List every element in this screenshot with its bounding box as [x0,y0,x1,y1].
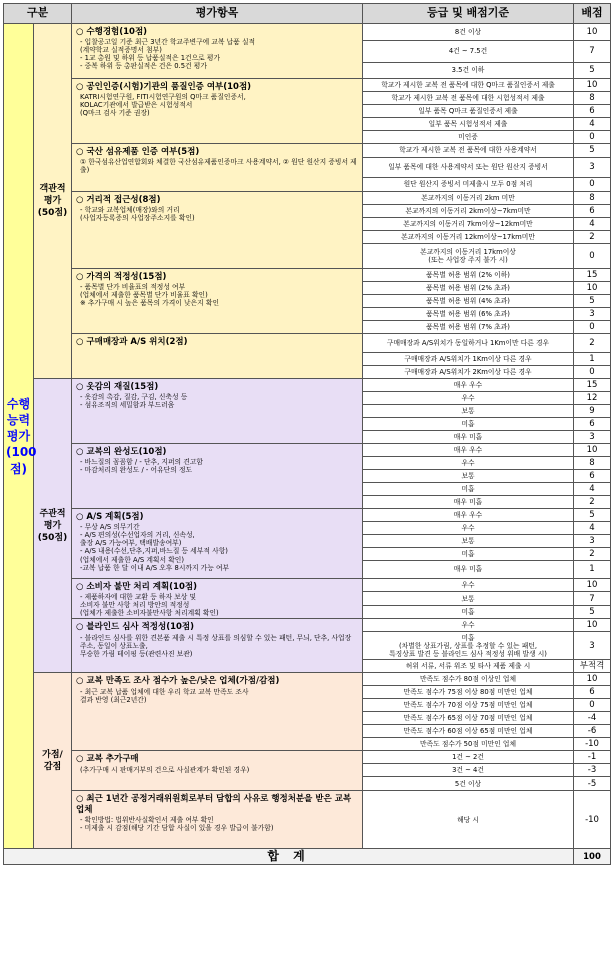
points-cell: 6 [574,205,611,218]
points-cell: 7 [574,592,611,605]
criteria-cell: 우수 [363,457,574,470]
subjective-category-label: 주관적 평가 (50점) [34,379,72,673]
item-description: - 옷감의 촉감, 질감, 구김, 신축성 등 - 섬유조직의 세밀함과 부드러움 [80,393,188,410]
table-row [4,269,611,282]
criteria-cell: 보통 [363,405,574,418]
points-cell: 부적격 [574,660,611,673]
points-cell: 8 [574,92,611,105]
points-cell: 10 [574,24,611,41]
criteria-cell: 품목별 허용 범위 (6% 초과) [363,308,574,321]
points-cell: 6 [574,105,611,118]
points-cell: -1 [574,751,611,764]
points-cell: 0 [574,699,611,712]
points-cell: -4 [574,712,611,725]
points-cell: -3 [574,764,611,777]
criteria-cell: 만족도 점수가 60점 이상 65점 미만인 업체 [363,725,574,738]
criteria-cell: 허위 서류, 서류 위조 및 타사 제품 제출 시 [363,660,574,673]
total-label: 합 계 [4,849,574,864]
points-cell: 10 [574,619,611,632]
points-cell: 6 [574,470,611,483]
item-description: - 제품하자에 대한 교환 등 하자 보상 및 소비자 불만 사항 처리 방안의 적정성 (업체가 제출한 소비자불만사항 처리계획 확인) [80,593,219,618]
points-cell: 3 [574,535,611,548]
criteria-cell: 본교까지의 이동거리 7km이상~12km미만 [363,218,574,231]
points-cell: 8 [574,457,611,470]
table-row [4,444,611,457]
criteria-cell: 만족도 점수가 75점 이상 80점 미만인 업체 [363,686,574,699]
points-cell: 15 [574,379,611,392]
points-cell: 7 [574,41,611,63]
evaluation-item [72,334,363,379]
criteria-cell: 일부 품목에 대한 사용계약서 또는 원단 원산지 증빙서 [363,158,574,178]
points-cell: 10 [574,79,611,92]
points-cell: 2 [574,496,611,509]
header-points: 배점 [574,4,611,24]
criteria-cell: 일부 품목 시험성적서 제출 [363,118,574,131]
evaluation-item [72,751,363,791]
criteria-cell: 구매매장과 A/S위치가 1Km이상 다른 경우 [363,353,574,366]
item-description: - 바느질의 꼼꼼함 / - 단추, 지퍼의 견고함 - 마감처리의 완성도 / - 어유단의 정도 [80,458,203,475]
item-title: ○ 최근 1년간 공정거래위원회로부터 담합의 사유로 행정처분을 받은 교복업체 [76,794,352,815]
item-description: - 입찰공고일 기준 최근 3년간 학교주변구에 교복 납품 실적 (계약학교 실적증명서 첨부) - 1교 총원 및 하위 등 납품실적은 1건으로 평가 - 중복 하위 등 총판실적은 건은 0.5건 평가 [80,38,256,71]
points-cell: 4 [574,118,611,131]
item-title: ○ 교복 추가구매 [76,754,139,765]
evaluation-item [72,269,363,334]
points-cell: 4 [574,218,611,231]
points-cell: 0 [574,321,611,334]
points-cell: 6 [574,686,611,699]
table-row [4,751,611,764]
evaluation-item [72,673,363,751]
points-cell: -10 [574,791,611,849]
criteria-cell: 학교가 제시한 교복 전 품목에 대한 사용계약서 [363,144,574,158]
points-cell: 3 [574,632,611,660]
points-cell: 5 [574,509,611,522]
evaluation-item [72,509,363,579]
criteria-cell: 일부 품목 Q마크 품질인증서 제출 [363,105,574,118]
points-cell: 0 [574,178,611,192]
main-category-label: 수행 능력 평가 (100 점) [4,24,34,849]
table-row [4,579,611,592]
points-cell: 5 [574,295,611,308]
points-cell: 2 [574,231,611,244]
criteria-cell: 1건 ~ 2건 [363,751,574,764]
criteria-cell: 매우 우수 [363,444,574,457]
points-cell: 10 [574,579,611,592]
criteria-cell: 미흡 [363,418,574,431]
item-title: ○ 가격의 적정성(15점) [76,272,167,282]
criteria-cell: 매우 미흡 [363,496,574,509]
item-title: ○ 수행경험(10점) [76,27,148,37]
criteria-cell: 본교까지의 이동거리 2km이상~7km미만 [363,205,574,218]
criteria-cell: 만족도 점수가 65점 이상 70점 미만인 업체 [363,712,574,725]
points-cell: 10 [574,673,611,686]
item-title: ○ 소비자 불만 처리 계획(10점) [76,582,197,592]
item-description: - 확인방법: 법위반사실확인서 제출 여부 확인 - 미제출 시 감점(해당 기간 담합 사실이 있을 경우 발급이 불가함) [80,815,274,832]
evaluation-item [72,791,363,849]
criteria-cell: 본교까지의 이동거리 17km이상 (또는 사업장 주지 불가 시) [363,244,574,269]
evaluation-item [72,79,363,144]
evaluation-item [72,379,363,444]
criteria-cell: 우수 [363,619,574,632]
points-cell: 4 [574,522,611,535]
total-value: 100 [574,849,611,864]
criteria-cell: 우수 [363,392,574,405]
item-description: ① 한국섬유산업연합회와 체결한 국산섬유제품인증마크 사용계약서, ② 원단 원산지 증빙서 제출) [80,158,357,175]
table-row [4,791,611,849]
penalty-category-label: 가점/ 감점 [34,673,72,849]
points-cell: 5 [574,63,611,79]
criteria-cell: 3건 ~ 4건 [363,764,574,777]
criteria-cell: 미인증 [363,131,574,144]
points-cell: 5 [574,144,611,158]
points-cell: 1 [574,353,611,366]
criteria-cell: 품목별 허용 범위 (7% 초과) [363,321,574,334]
points-cell: 10 [574,444,611,457]
points-cell: 3 [574,158,611,178]
criteria-cell: 구매매장과 A/S위치가 2Km이상 다른 경우 [363,366,574,379]
points-cell: -5 [574,777,611,791]
item-title: ○ 블라인드 심사 적정성(10점) [76,622,195,633]
criteria-cell: 해당 시 [363,791,574,849]
header-evaluation-items: 평가항목 [72,4,363,24]
evaluation-item [72,444,363,509]
item-description: (추가구매 시 판매거부의 건으로 사실관계가 확인된 경우) [80,765,250,774]
criteria-cell: 본교까지의 이동거리 2km 미만 [363,192,574,205]
criteria-cell: 3.5건 이하 [363,63,574,79]
item-title: ○ 교복의 완성도(10점) [76,447,167,457]
criteria-cell: 4건 ~ 7.5건 [363,41,574,63]
criteria-cell: 구매매장과 A/S위치가 동일하거나 1Km이만 다른 경우 [363,334,574,353]
table-row [4,619,611,632]
item-description: - 무상 A/S 의무기간 - A/S 편의성(수선업자의 거리, 신속성, 출장 A/S 가능여부, 택배발송여부) - A/S 내용(수선,단추,지퍼,바느질 등 세부적 사항) (업체에서 제출한 A/S 계획서 확인) -교복 납품 한 달 이내 A/S 오후 8시까지 가능 여부 [80,523,230,572]
criteria-cell: 매우 우수 [363,379,574,392]
evaluation-item [72,24,363,79]
points-cell: 6 [574,418,611,431]
criteria-cell: 원단 원산지 증빙서 미제출시 모두 0점 처리 [363,178,574,192]
table-row [4,673,611,686]
table-row [4,144,611,158]
points-cell: -6 [574,725,611,738]
points-cell: 0 [574,366,611,379]
points-cell: 3 [574,431,611,444]
item-description: - 품목별 단가 비율표의 적정성 여부 (업체에서 제출한 품목별 단가 비율표 확인) ※ 추가구매 시 높은 품목의 가격이 낮은지 확인 [80,283,220,308]
evaluation-table [3,3,611,865]
header-criteria: 등급 및 배점기준 [363,4,574,24]
total-row [4,849,611,864]
item-description: - 학교와 교복업체(매장)와의 거리 (사업자등록증의 사업장주소지를 확인) [80,206,195,223]
item-title: ○ 구매매장과 A/S 위치(2점) [76,337,188,347]
criteria-cell: 학교가 제시한 교복 전 품목에 대한 시험성적서 제출 [363,92,574,105]
criteria-cell: 매우 미흡 [363,431,574,444]
criteria-cell: 본교까지의 이동거리 12km이상~17km미만 [363,231,574,244]
criteria-cell: 미흡 (차별한 상표가림, 상표를 추정할 수 있는 패턴, 특징상표 발견 등 블라인드 심사 적정성 위배 발생 시) [363,632,574,660]
points-cell: 5 [574,605,611,619]
points-cell: -10 [574,738,611,751]
table-row [4,379,611,392]
points-cell: 10 [574,282,611,295]
criteria-cell: 미흡 [363,483,574,496]
points-cell: 2 [574,548,611,561]
objective-category-label: 객관적 평가 (50점) [34,24,72,379]
points-cell: 2 [574,334,611,353]
criteria-cell: 보통 [363,470,574,483]
criteria-cell: 만족도 점수가 50점 미만인 업체 [363,738,574,751]
points-cell: 4 [574,483,611,496]
criteria-cell: 품목별 허용 범위 (4% 초과) [363,295,574,308]
criteria-cell: 우수 [363,522,574,535]
header-category: 구분 [4,4,72,24]
evaluation-item [72,144,363,192]
criteria-cell: 학교가 제시한 교복 전 품목에 대한 Q마크 품질인증서 제출 [363,79,574,92]
points-cell: 15 [574,269,611,282]
evaluation-item [72,192,363,269]
points-cell: 3 [574,308,611,321]
item-title: ○ 거리적 접근성(8점) [76,195,161,205]
evaluation-item [72,619,363,673]
criteria-cell: 미흡 [363,605,574,619]
item-title: ○ 공인인증(시험)기관의 품질인증 여부(10점) [76,82,252,92]
criteria-cell: 5건 이상 [363,777,574,791]
points-cell: 1 [574,561,611,579]
points-cell: 0 [574,131,611,144]
table-row [4,79,611,92]
item-description: - 최근 교복 납품 업체에 대한 우리 학교 교복 만족도 조사 결과 반영 (최근2년간) [80,687,249,704]
criteria-cell: 보통 [363,592,574,605]
criteria-cell: 보통 [363,535,574,548]
criteria-cell: 만족도 점수가 80점 이상인 업체 [363,673,574,686]
points-cell: 8 [574,192,611,205]
item-title: ○ 교복 만족도 조사 점수가 높은/낮은 업체(가점/감점) [76,676,280,687]
table-row [4,334,611,353]
table-row [4,509,611,522]
item-description: KATRI시험연구원, FITI시험연구원의 Q마크 품질인증서, KOLAC기관에서 발급받은 시험성적서 (Q마크 검사 기준 권장) [80,93,246,118]
item-title: ○ 국산 섬유제품 인증 여부(5점) [76,147,200,157]
table-header-row [4,4,611,24]
criteria-cell: 매우 우수 [363,509,574,522]
item-title: ○ 옷감의 재질(15점) [76,382,159,392]
criteria-cell: 미흡 [363,548,574,561]
item-title: ○ A/S 계획(5점) [76,512,144,522]
criteria-cell: 매우 미흡 [363,561,574,579]
criteria-cell: 만족도 점수가 70점 이상 75점 미만인 업체 [363,699,574,712]
item-description: - 블라인드 심사를 위한 견본품 제출 시 특정 상표를 의심할 수 있는 패턴, 무늬, 단추, 사업장 주소, 동일이 상표노출, 무승한 가림 테이핑 등(관련사진 보관) [80,633,352,658]
points-cell: 0 [574,244,611,269]
points-cell: 9 [574,405,611,418]
criteria-cell: 품목별 허용 범위 (2% 이하) [363,269,574,282]
table-row [4,24,611,41]
evaluation-item [72,579,363,619]
points-cell: 12 [574,392,611,405]
criteria-cell: 8건 이상 [363,24,574,41]
criteria-cell: 우수 [363,579,574,592]
criteria-cell: 품목별 허용 범위 (2% 초과) [363,282,574,295]
table-row [4,192,611,205]
